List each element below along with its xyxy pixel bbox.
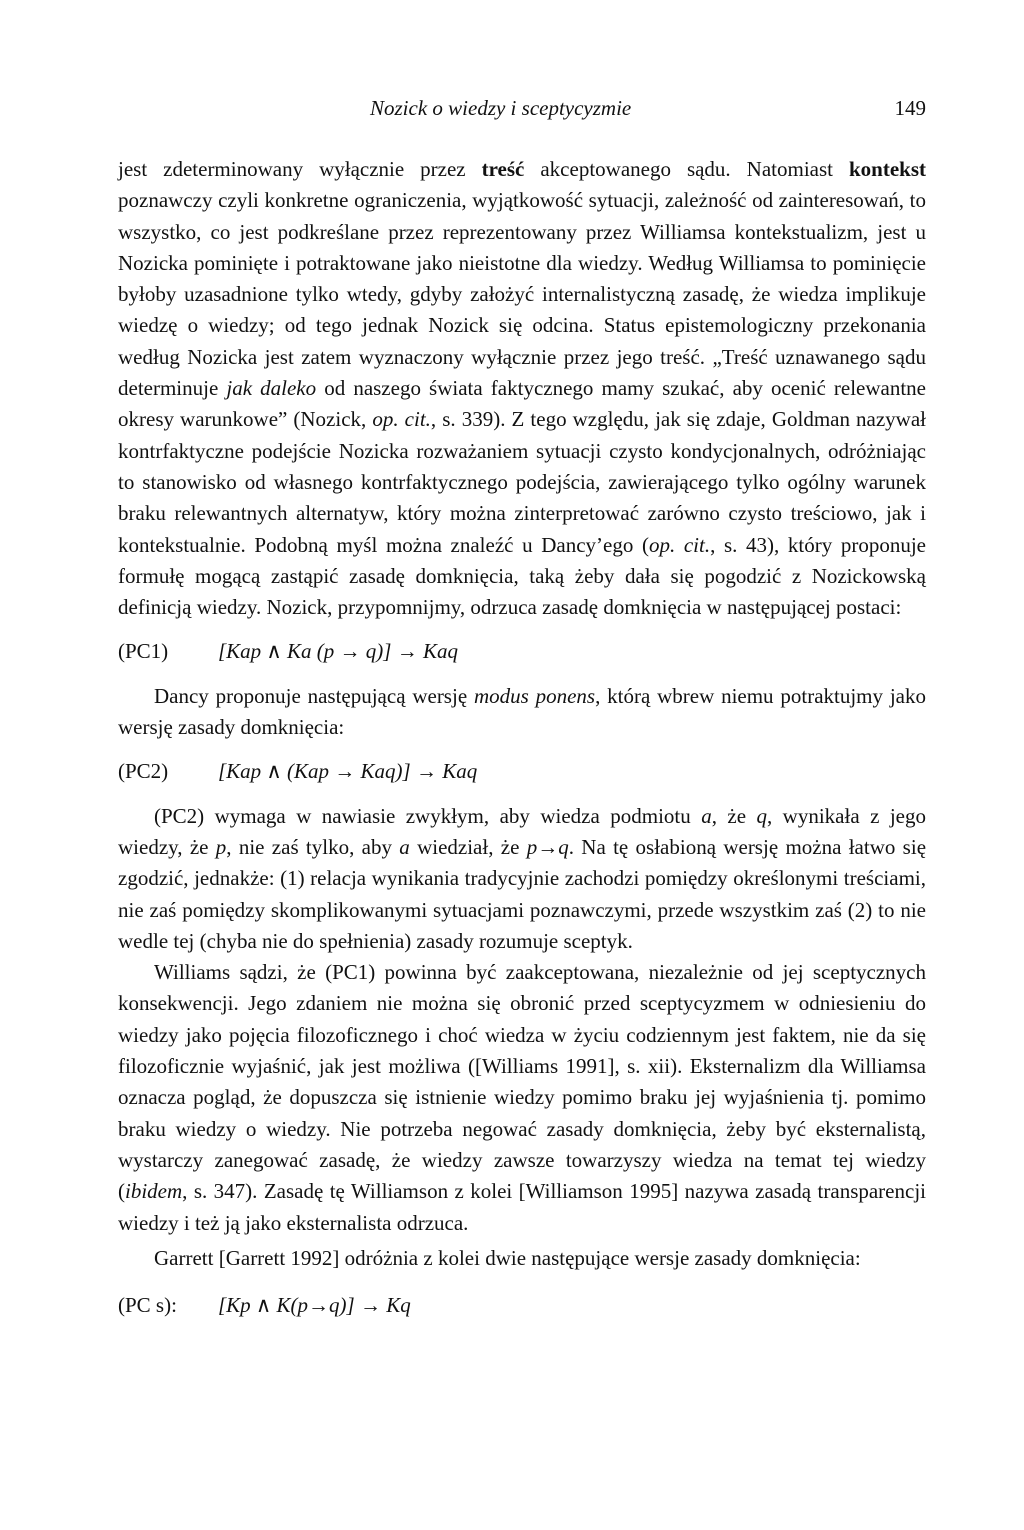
- text-run: , którą wbrew niemu potraktujmy jako wersję zasady domknięcia:: [118, 683, 926, 740]
- text-run: , nie zaś tylko, aby: [226, 834, 400, 859]
- text-run: , wynikała z jego wiedzy, że: [118, 803, 926, 859]
- text-run: Dancy proponuje następującą wersję: [154, 683, 474, 708]
- formula-label: (PC2): [118, 759, 169, 784]
- formula-expression: [Kp ∧ K(p→q)] → Kq: [218, 1293, 411, 1318]
- paragraph-2: [118, 681, 926, 744]
- text-run: , że: [711, 803, 757, 828]
- formula-pc1: [118, 636, 926, 667]
- paragraph-5: [118, 1243, 926, 1274]
- text-run: poznawczy czyli konkretne ograniczenia, wyjątkowość sytuacji, zależność od zainteresowań, to wszystko, co jest podkreślane przez reprezentowany przez Williamsa kontekstualizm, jest u Nozicka pominięte i potraktowane jako nieistotne dla wiedzy. Według Williamsa to pominięcie byłoby uzasadnione tylko wtedy, gdyby założyć internalistyczną zasadę, że wiedza implikuje wiedzę o wiedzy; od tego jednak Nozick się odcina. Status epistemologiczny przekonania według Nozicka jest zatem wyznaczony wyłącznie przez jego treść. „Treść uznawanego sądu determinuje: [118, 188, 926, 401]
- italic-term: modus ponens: [473, 683, 596, 708]
- italic-term: a: [701, 803, 712, 828]
- text-run: wiedział, że: [409, 834, 527, 859]
- text-run: Garrett [Garrett 1992] odróżnia z kolei dwie następujące wersje zasady domknięcia:: [154, 1245, 861, 1270]
- formula-pc2: [118, 756, 926, 787]
- formula-expression: [Kap ∧ Ka (p → q)] → Kaq: [218, 639, 458, 664]
- running-title: Nozick o wiedzy i sceptycyzmie: [370, 96, 632, 120]
- paragraph-1: [118, 154, 926, 623]
- bold-term: treść: [481, 157, 525, 181]
- italic-term: op. cit.: [372, 407, 431, 432]
- paragraph-4: [118, 957, 926, 1239]
- italic-term: q: [756, 803, 767, 828]
- text-run: . Na tę osłabioną wersję można łatwo się zgodzić, jednakże: (1) relacja wynikania tradycyjnie zachodzi pomiędzy określonymi treściami, nie zaś pomiędzy skomplikowanymi sytuacjami poznawczymi, przede wszystkim zaś (2) to nie wedle tej (chyba nie do spełnienia) zasady rozumuje sceptyk.: [118, 834, 927, 953]
- formula-pc-s: [118, 1290, 926, 1321]
- text-run: , s. 339). Z tego względu, jak się zdaje, Goldman nazywał kontrfaktyczne podejście Nozicka rozważaniem sytuacji czysto kondycjonalnych, odróżniając to stanowisko od własnego kontrfaktycznego podejścia, zawierającego tylko ogólny warunek braku relewantnych alternatyw, który można zinterpretować zarówno czysto treściowo, jak i kontekstualnie. Podobną myśl można znaleźć u Dancy’ego (: [118, 407, 926, 557]
- italic-term: op. cit.: [648, 532, 711, 557]
- text-run: , s. 347). Zasadę tę Williamson z kolei [Williamson 1995] nazywa zasadą transparencji wiedzy i też ją jako eksternalista odrzuca.: [118, 1179, 926, 1235]
- paragraph-3: [118, 801, 926, 957]
- formula-label: (PC1): [118, 639, 169, 664]
- italic-term: a: [399, 834, 410, 859]
- bold-term: kontekst: [848, 157, 927, 181]
- italic-term: ibidem: [125, 1179, 183, 1204]
- text-run: (PC2) wymaga w nawiasie zwykłym, aby wiedza podmiotu: [154, 803, 702, 828]
- text-run: jest zdeterminowany wyłącznie przez: [118, 157, 482, 181]
- text-run: od naszego świata faktycznego mamy szukać, aby ocenić relewantne okresy warunkowe” (Nozick,: [118, 376, 926, 432]
- text-run: , s. 43), który proponuje formułę mogącą zastąpić zasadę domknięcia, taką żeby dała się pogodzić z Nozickowską definicją wiedzy. Nozick, przypomnijmy, odrzuca zasadę domknięcia w następującej postaci:: [118, 532, 926, 620]
- page-number: 149: [894, 96, 926, 120]
- text-run: Williams sądzi, że (PC1) powinna być zaakceptowana, niezależnie od jej sceptycznych konsekwencji. Jego zdaniem nie można się obronić przed sceptycyzmem w odniesieniu do wiedzy jako pojęcia filozoficznego i choć wiedza w życiu codziennym jest faktem, nie da się filozoficznie wyjaśnić, jak jest możliwa ([Williams 1991], s. xii). Eksternalizm dla Williamsa oznacza pogląd, że dopuszcza się istnienie wiedzy pomimo braku jej wyjaśnienia tj. pomimo braku wiedzy o wiedzy. Nie potrzeba negować zasady domknięcia, żeby być eksternalistą, wystarczy zanegować zasadę, że wiedzy zawsze towarzyszy wiedza na temat tej wiedzy (: [118, 960, 926, 1204]
- italic-term: p: [215, 834, 227, 859]
- italic-term: jak daleko: [226, 376, 317, 401]
- text-run: akceptowanego sądu. Natomiast: [524, 157, 849, 181]
- running-header: [118, 96, 926, 126]
- page-body: [118, 154, 926, 1321]
- italic-term: p→q: [526, 834, 569, 859]
- formula-label: (PC s):: [118, 1293, 177, 1318]
- formula-expression: [Kap ∧ (Kap → Kaq)] → Kaq: [218, 759, 478, 784]
